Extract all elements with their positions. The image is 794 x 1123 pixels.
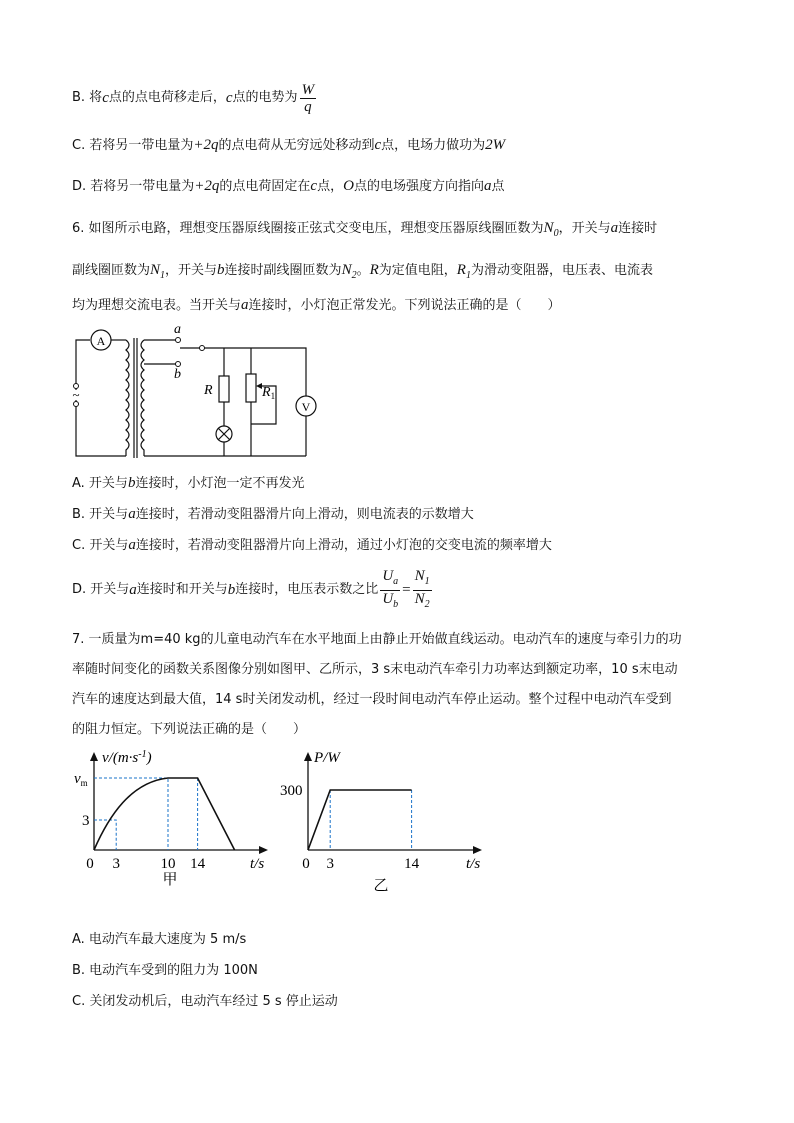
x-axis-arrow [259,846,268,854]
terminal-b-label: b [174,367,181,382]
q7-stem-line1 [72,631,682,649]
q6c-v: a [128,537,136,553]
q5b-c1: c [102,90,109,106]
q6d-ub-sub: b [393,598,399,610]
q6d-post: 连接时，电压表示数之比 [235,582,379,597]
q7-stem-line2: 率随时间变化的函数关系图像分别如图甲、乙所示，3 s末电动汽车牵引力功率达到额定功率，10 s末电动 [72,662,678,677]
q6d-ub [380,591,400,613]
q5-option-d [72,177,504,196]
q5c-post: 点，电场力做功为 [381,138,486,153]
q6a-pre: A. 开关与 [72,476,128,491]
q5b-fraction [300,82,317,115]
q7-l1a: 7. 一质量为 [72,632,141,647]
q5d-a: a [483,178,492,194]
q6d-n1 [413,568,432,591]
q6-a1: a [610,220,619,236]
q6-n0-sub: 0 [553,228,559,239]
q6-l2c: 连接时副线圈匝数为 [224,263,342,278]
q6b-v: a [128,506,136,522]
x-tick-label-14: 14 [190,856,206,872]
q6d-ratio-u [380,568,400,613]
origin-label: 0 [86,856,94,872]
q6d-mid: 连接时和开关与 [136,582,228,597]
resistor-r-label: R [204,383,213,398]
q6-n2-sym: N [341,262,352,278]
chart-title-jia: 甲 [162,872,178,888]
y-axis-label-sup: -1 [138,749,147,760]
q6a-post: 连接时，小灯泡一定不再发光 [135,476,305,491]
q5b-c2: c [225,90,233,106]
q6-l2e: 为定值电阻， [378,263,457,278]
x-tick-label-3: 3 [326,856,334,872]
q6d-n2-sym: N [414,590,425,607]
origin-label: 0 [302,856,310,872]
chart-power-time [278,742,493,892]
q6-l2b: ，开关与 [165,263,218,278]
q6d-v2: b [227,582,236,598]
q6-option-a [72,474,304,493]
y-axis-label-main: v/(m·s [102,750,139,766]
q6-n0-sym: N [543,220,554,236]
q5b-num: W [301,81,315,98]
y-axis-label [102,749,152,766]
vm-subscript: m [80,778,88,788]
x-axis-label: t/s [466,856,481,872]
q6-l2a: 副线圈匝数为 [72,263,151,278]
ac-source-symbol: ~ [72,387,80,402]
q7-option-a: A. 电动汽车最大速度为 5 m/s [72,932,247,947]
q6-l2f: 为滑动变阻器，电压表、电流表 [470,263,653,278]
q6-stem-line1 [72,219,657,243]
ammeter-label: A [96,334,106,348]
y-axis-arrow [90,752,98,761]
q5c-mid: 的点电荷从无穷远处移动到 [218,138,375,153]
chart-title-yi: 乙 [373,878,389,892]
x-tick-label-3: 3 [112,856,120,872]
q6b-post: 连接时，若滑动变阻器滑片向上滑动，则电流表的示数增大 [135,507,474,522]
q7-stem-line3: 汽车的速度达到最大值，14 s时关闭发动机，经过一段时间电动汽车停止运动。整个过程中电动汽车受到 [72,692,672,707]
q5b-pre: B. 将 [72,90,103,105]
q5d-pre: D. 若将另一带电量为 [72,179,195,194]
y-tick-label-300: 300 [280,783,303,799]
q6d-ua-sym: U [382,567,394,584]
q7-mass: m=40 kg [140,632,201,647]
q5c-work: 2W [485,137,506,153]
y-axis-arrow [304,752,312,761]
q7-option-c: C. 关闭发动机后，电动汽车经过 5 s 停止运动 [72,994,338,1009]
q6d-n2 [413,591,432,613]
q6-a2: a [241,297,249,313]
q6d-n1-sym: N [414,567,425,584]
q6-circuit-diagram [64,318,334,464]
q6-stem-line3 [72,296,561,315]
q5b-mid: 点的点电荷移走后， [108,90,226,105]
x-tick-label-14: 14 [404,856,420,872]
q6-l3b: 连接时，小灯泡正常发光。下列说法正确的是（ ） [248,298,561,313]
q6-l2d: 。 [356,263,370,278]
q5d-charge: +2q [194,178,220,194]
guide-t10 [94,778,168,850]
y-axis-label: P/W [314,750,340,766]
vm-tick-label [74,771,88,788]
q6b-pre: B. 开关与 [72,507,129,522]
rheostat-r1-sub: 1 [270,391,276,401]
q5c-charge: +2q [193,137,219,153]
q5d-mid: 的点电荷固定在 [219,179,311,194]
q6d-pre: D. 开关与 [72,582,130,597]
q6-option-b [72,505,474,524]
q6-option-d [72,567,434,610]
q6d-n2-sub: 2 [424,598,430,610]
q6d-equals: = [402,582,411,598]
rheostat-r1-sym: R [262,385,271,400]
q5c-pre: C. 若将另一带电量为 [72,138,194,153]
q5c-c: c [374,137,382,153]
q6-option-c [72,536,552,555]
q7-stem-line4: 的阻力恒定。下列说法正确的是（ ） [72,722,307,737]
q6d-n1-sub: 1 [424,575,430,587]
q6-r1-sym: R [456,262,466,278]
q6-r1-sub: 1 [465,270,471,281]
q6-l1c: 连接时 [618,221,658,236]
q6d-ua-sub: a [393,575,399,587]
q6-b1: b [217,262,225,278]
terminal-a-label: a [174,322,181,337]
q6-n1-sym: N [150,262,161,278]
vm-symbol: v [74,771,81,787]
q6-l1b: ，开关与 [558,221,611,236]
q6-stem-line2 [72,261,653,285]
power-curve [308,790,412,850]
q6-n0 [543,220,559,239]
rheostat-r1-label [261,385,275,401]
q6-r: R [369,262,379,278]
q6d-v1: a [129,582,137,598]
q5b-post: 点的电势为 [232,90,298,105]
q6-n1 [150,262,166,281]
q7-option-b: B. 电动汽车受到的阻力为 100N [72,963,258,978]
q5d-o: O [343,178,354,194]
q6-n2-sub: 2 [351,270,357,281]
x-tick-label-10: 10 [160,856,176,872]
q5d-end: 点 [491,179,505,194]
q5d-post: 点的电场强度方向指向 [353,179,484,194]
q6-n1-sub: 1 [160,270,166,281]
q6d-ratio-n [413,568,432,613]
q5-option-c [72,136,505,155]
q6-n2 [341,262,357,281]
q6d-ub-sym: U [382,590,394,607]
q6-l3a: 均为理想交流电表。当开关与 [72,298,242,313]
q5d-mid2: 点， [317,179,344,194]
q5b-den: q [304,98,312,115]
velocity-curve [94,778,235,850]
q6d-ua [380,568,400,591]
q6-r1 [456,262,471,281]
chart-velocity-time [70,742,275,892]
q6-l1a: 6. 如图所示电路，理想变压器原线圈接正弦式交变电压，理想变压器原线圈匝数为 [72,221,544,236]
y-axis-label-close: ) [146,750,152,766]
guide-t3 [94,820,116,850]
x-axis-arrow [473,846,482,854]
q6a-v: b [127,475,136,491]
voltmeter-label: V [301,400,311,414]
y-tick-label-3: 3 [82,813,90,829]
q6c-post: 连接时，若滑动变阻器滑片向上滑动，通过小灯泡的交变电流的频率增大 [135,538,552,553]
q6c-pre: C. 开关与 [72,538,129,553]
q5d-c: c [310,178,318,194]
x-axis-label: t/s [250,856,265,872]
q5-option-b [72,78,318,118]
q7-l1b: 的儿童电动汽车在水平地面上由静止开始做直线运动。电动汽车的速度与牵引力的功 [200,632,682,647]
